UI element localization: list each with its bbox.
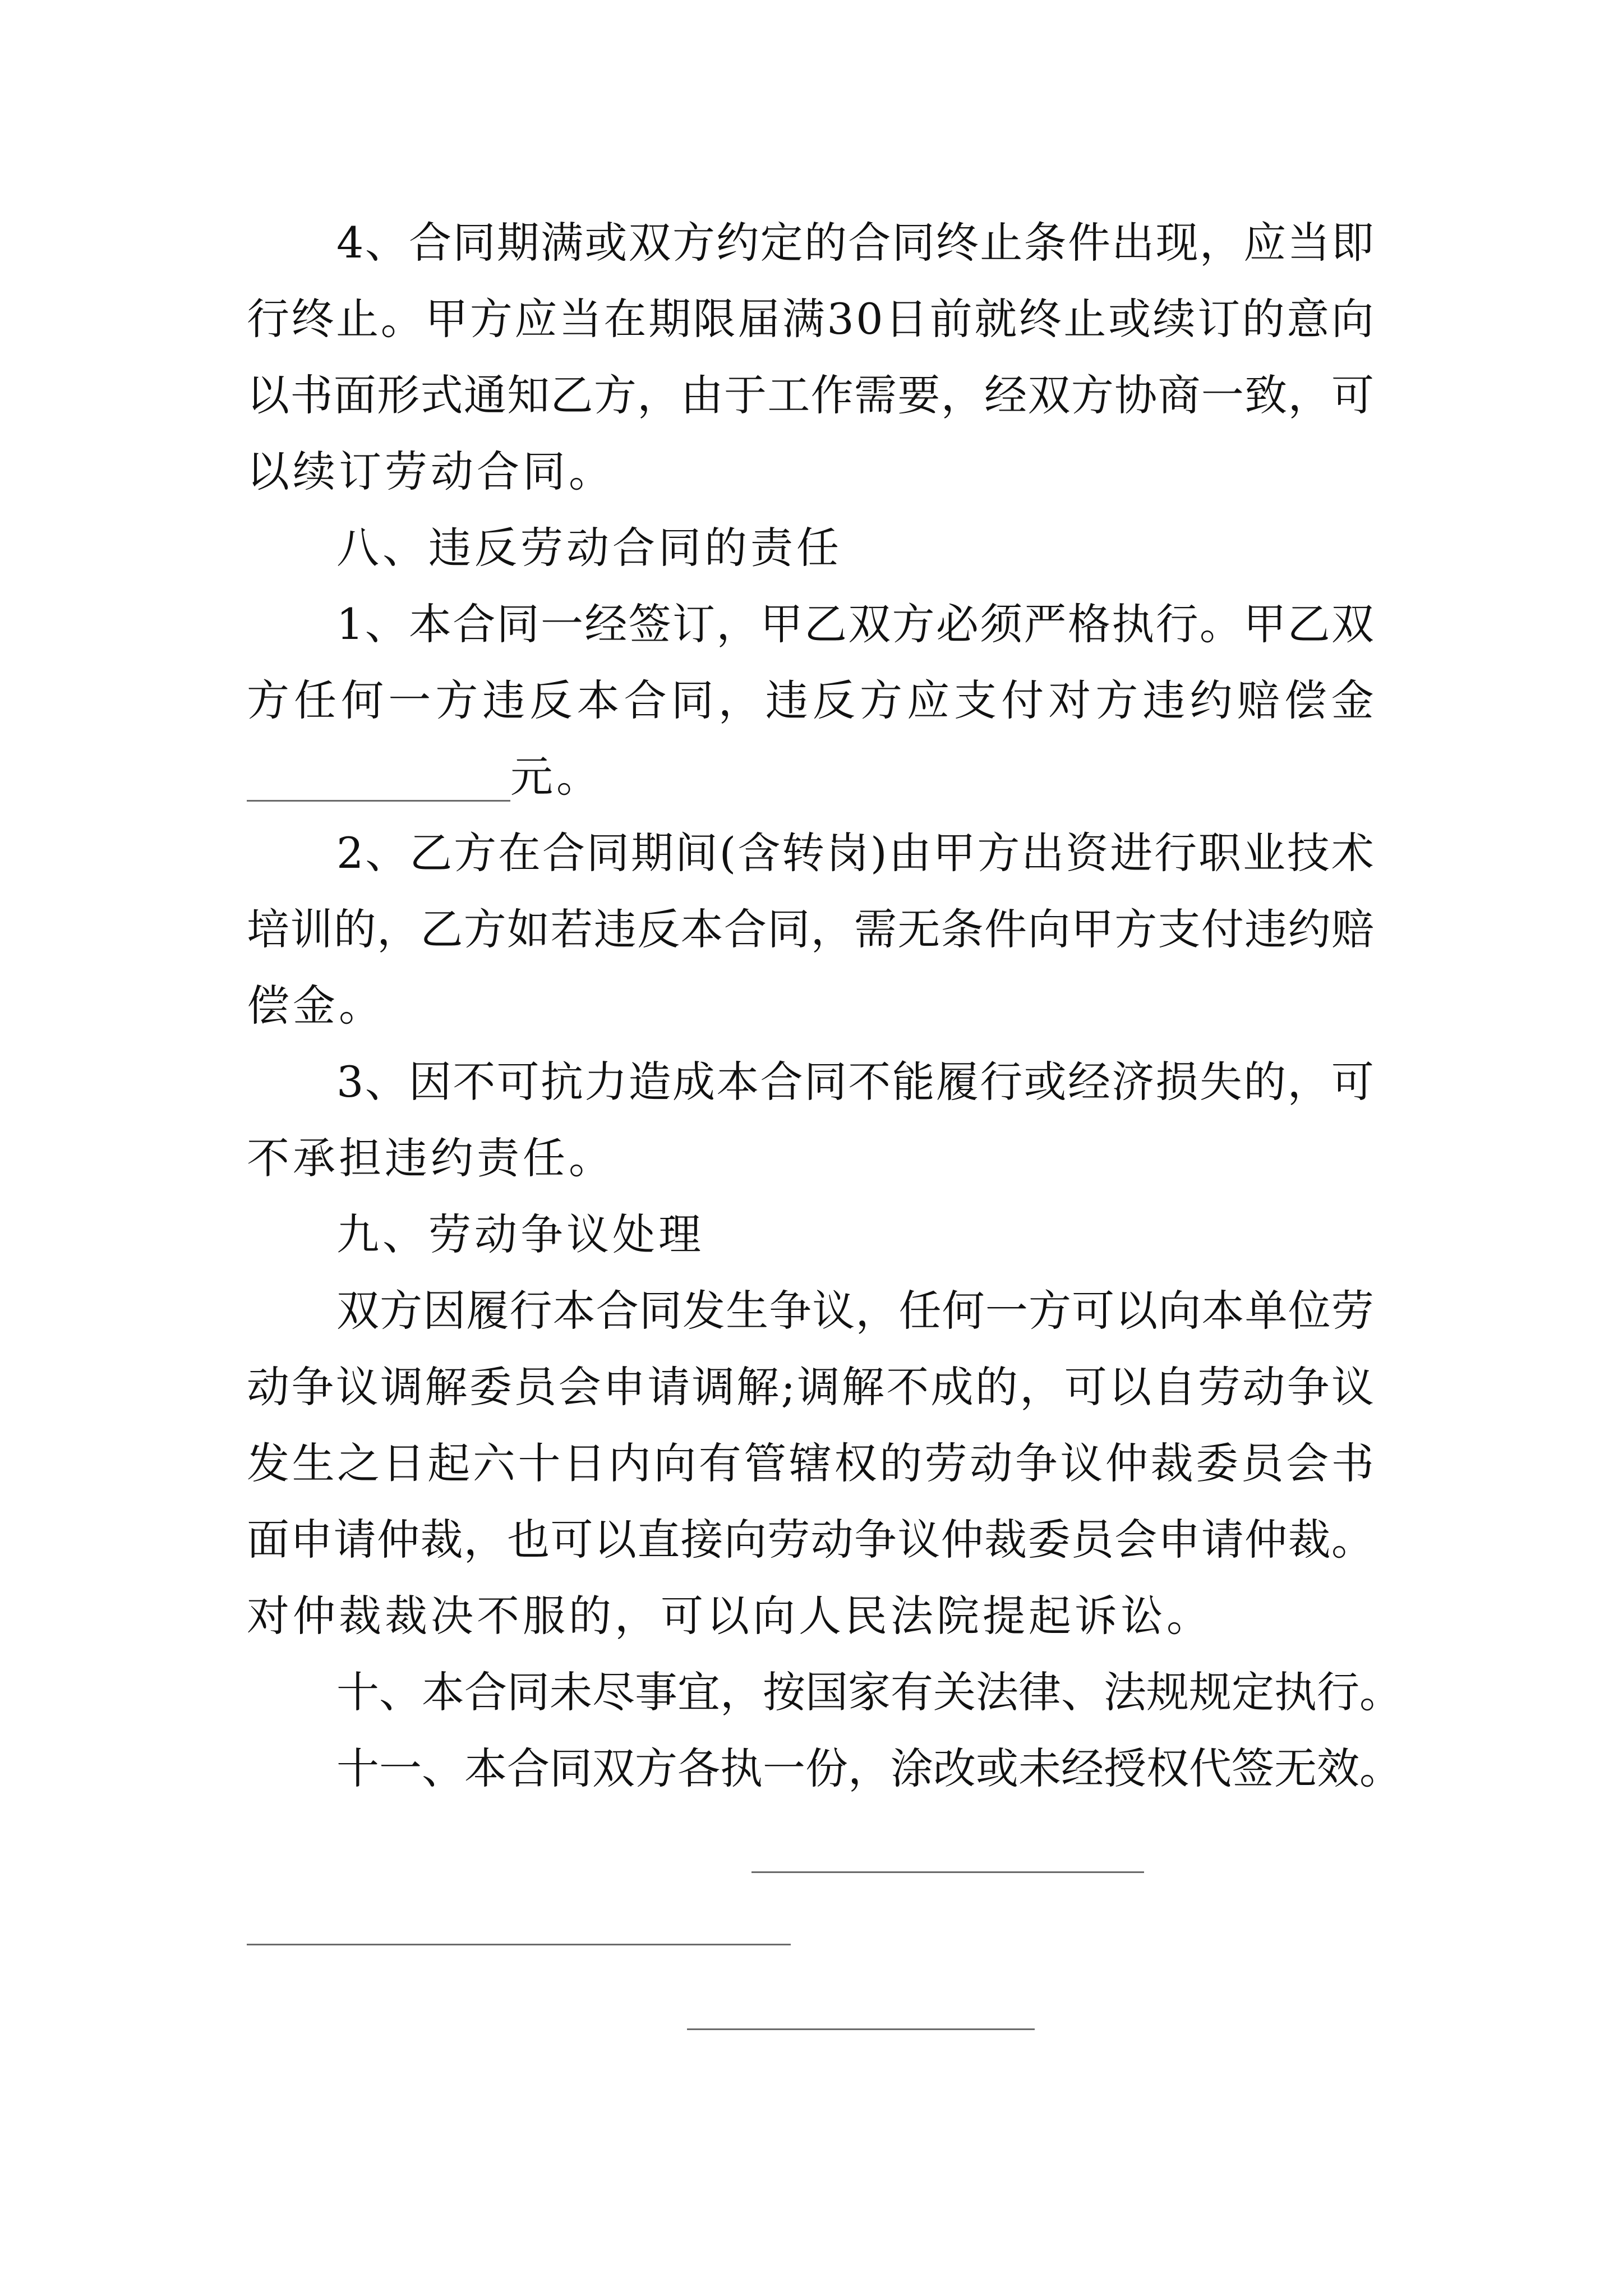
party-a-seal-blank bbox=[751, 1871, 1144, 1873]
paragraph-line bbox=[0, 899, 1623, 960]
paragraph-line bbox=[0, 1662, 1623, 1723]
amount-fill-blank bbox=[247, 800, 510, 802]
line-text: 双 方 因 履 行 本 合 同 发 生 争 议 ， 任 何 一 方 可 以 向 本 单 位 劳 bbox=[336, 1286, 1374, 1336]
line-text: 元。 bbox=[510, 752, 602, 802]
paragraph-line bbox=[0, 1356, 1623, 1418]
paragraph-line bbox=[0, 746, 1623, 808]
line-text: 对仲裁裁决不服的，可以向人民法院提起诉讼。 bbox=[247, 1591, 1212, 1641]
signature-row-parties bbox=[0, 1818, 1623, 1879]
section-heading bbox=[0, 1204, 1623, 1266]
section-heading bbox=[0, 517, 1623, 579]
paragraph-line bbox=[0, 365, 1623, 426]
paragraph-line bbox=[0, 822, 1623, 884]
paragraph-line bbox=[0, 1509, 1623, 1571]
line-text: 十 、 本 合 同 未 尽 事 宜 ， 按 国 家 有 关 法 律 、 法 规 规 定 执 行 。 bbox=[336, 1667, 1402, 1717]
paragraph-line bbox=[0, 975, 1623, 1037]
line-text: 4 、 合 同 期 满 或 双 方 约 定 的 合 同 终 止 条 件 出 现 ， 应 当 即 bbox=[336, 218, 1374, 268]
line-text: 以续订劳动合同。 bbox=[247, 447, 615, 496]
paragraph-line bbox=[0, 1280, 1623, 1342]
line-text: 动 争 议 调 解 委 员 会 申 请 调 解 ; 调 解 不 成 的 ， 可 以 自 劳 动 争 议 bbox=[247, 1362, 1374, 1412]
paragraph-line bbox=[0, 1051, 1623, 1113]
line-text: 培 训 的 ， 乙 方 如 若 违 反 本 合 同 ， 需 无 条 件 向 甲 方 支 付 违 约 赔 bbox=[247, 904, 1374, 954]
paragraph-line bbox=[0, 1128, 1623, 1189]
line-text: 3 、 因 不 可 抗 力 造 成 本 合 同 不 能 履 行 或 经 济 损 失 的 ， 可 bbox=[336, 1057, 1374, 1107]
line-text: 方 任 何 一 方 违 反 本 合 同 ， 违 反 方 应 支 付 对 方 违 约 赔 偿 金 bbox=[247, 675, 1374, 725]
paragraph-line bbox=[0, 593, 1623, 655]
line-text: 偿金。 bbox=[247, 981, 385, 1030]
line-text: 发 生 之 日 起 六 十 日 内 向 有 管 辖 权 的 劳 动 争 议 仲 裁 委 员 会 书 bbox=[247, 1438, 1374, 1488]
paragraph-line bbox=[0, 288, 1623, 350]
line-text: 以 书 面 形 式 通 知 乙 方 ， 由 于 工 作 需 要 ， 经 双 方 协 商 一 致 ， 可 bbox=[247, 370, 1374, 420]
paragraph-line bbox=[0, 670, 1623, 731]
line-text: 九、劳动争议处理 bbox=[336, 1209, 704, 1259]
representative-signature-blank bbox=[687, 2028, 1035, 2030]
paragraph-line bbox=[0, 212, 1623, 274]
line-text: 1 、 本 合 同 一 经 签 订 ， 甲 乙 双 方 必 须 严 格 执 行 。 甲 乙 双 bbox=[336, 599, 1374, 649]
paragraph-line bbox=[0, 1433, 1623, 1494]
paragraph-line bbox=[0, 1738, 1623, 1800]
line-text: 不承担违约责任。 bbox=[247, 1133, 615, 1183]
signature-row-representative bbox=[0, 1975, 1623, 2036]
line-text: 面 申 请 仲 裁 ， 也 可 以 直 接 向 劳 动 争 议 仲 裁 委 员 会 申 请 仲 裁 。 bbox=[247, 1515, 1374, 1565]
party-b-signature-blank bbox=[247, 1944, 791, 1945]
line-text: 十 一 、 本 合 同 双 方 各 执 一 份 ， 涂 改 或 未 经 授 权 代 签 无 效 。 bbox=[336, 1743, 1402, 1793]
paragraph-line bbox=[0, 1585, 1623, 1647]
line-text: 八、违反劳动合同的责任 bbox=[336, 523, 842, 573]
line-text: 行 终 止 。 甲 方 应 当 在 期 限 届 满 3 0 日 前 就 终 止 或 续 订 的 意 向 bbox=[247, 294, 1374, 344]
line-text: 2 、 乙 方 在 合 同 期 间 ( 含 转 岗 ) 由 甲 方 出 资 进 行 职 业 技 术 bbox=[336, 828, 1374, 878]
paragraph-line bbox=[0, 441, 1623, 503]
